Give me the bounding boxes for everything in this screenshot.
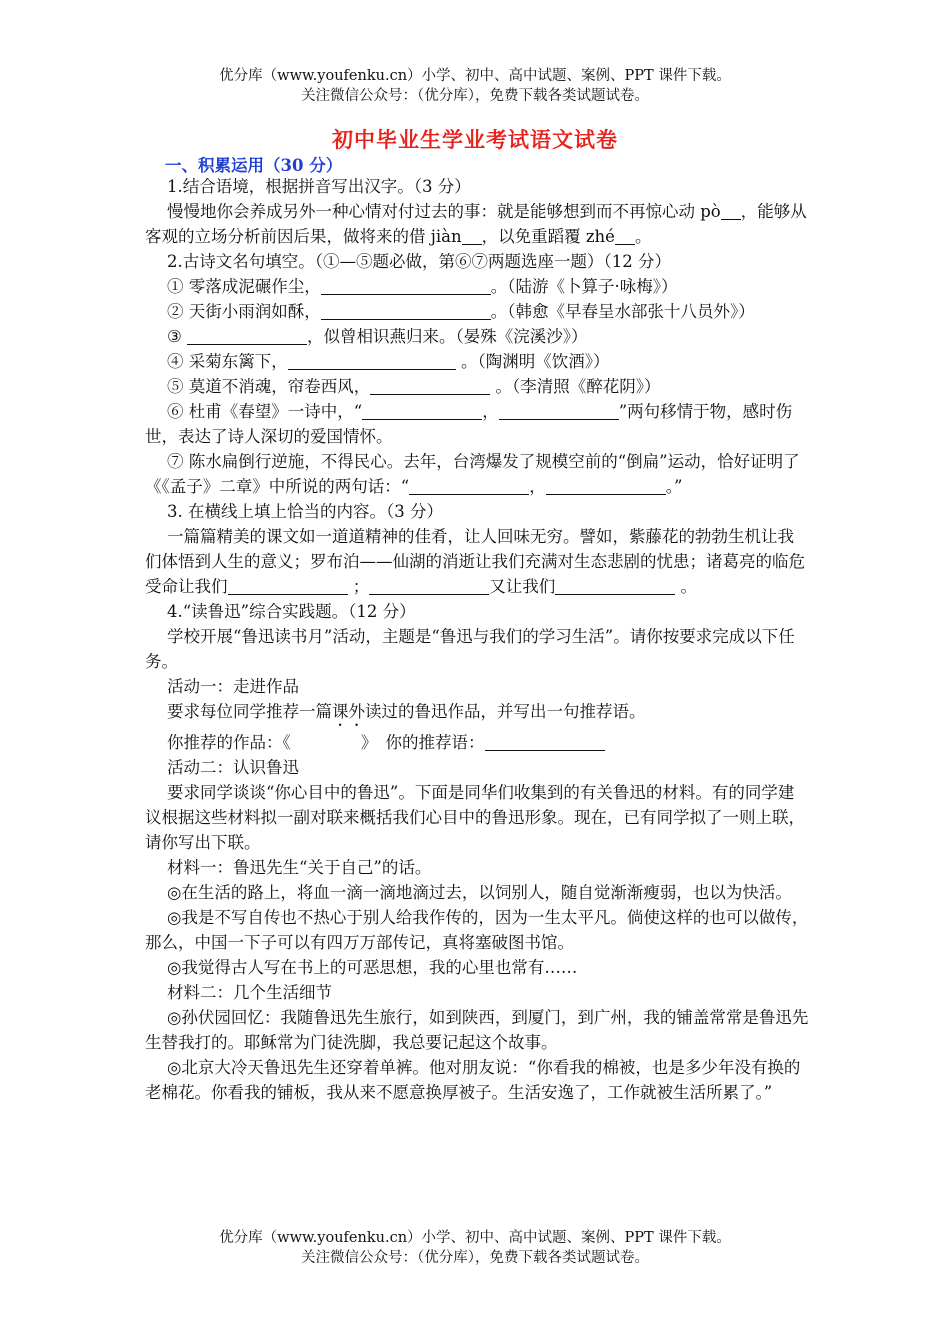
answer-blank[interactable] [462,228,482,245]
answer-blank[interactable] [555,578,675,595]
q2-line-7: ⑦ 陈水扁倒行逆施，不得民心。去年，台湾爆发了规模空前的“倒扁”运动，恰好证明了《《孟子》二章》中所说的两句话：“ ， 。” [145,452,800,496]
answer-blank[interactable] [321,278,491,295]
footer-line-2: 关注微信公众号：（优分库），免费下载各类试题试卷。 [301,1250,649,1266]
material-1-item: ◎我是不写自传也不热心于别人给我作传的，因为一生太平凡。倘使这样的也可以做传，那么，中国一下子可以有四万万部传记，真将塞破图书馆。 [145,908,809,952]
material-1-item: ◎在生活的路上，将血一滴一滴地滴过去，以饲别人，随自觉渐渐瘦弱，也以为快活。 [167,883,792,902]
answer-blank[interactable] [370,378,490,395]
header-line-2: 关注微信公众号：（优分库），免费下载各类试题试卷。 [301,88,649,104]
material-2-title: 材料二：几个生活细节 [167,983,332,1002]
answer-blank[interactable] [615,228,635,245]
q2-line-3: ③ ，似曾相识燕归来。（晏殊《浣溪沙》） [167,327,588,346]
exam-content [145,174,810,1105]
activity-1-fill: 你推荐的作品：《 》 你的推荐语： [145,730,810,755]
page-title: 初中毕业生学业考试语文试卷 [332,127,618,152]
q2-line-5: ⑤ 莫道不消魂，帘卷西风， 。（李清照《醉花阴》） [167,377,661,396]
answer-blank[interactable] [187,328,307,345]
activity-1-title: 活动一：走进作品 [167,677,299,696]
page-footer [0,1228,950,1268]
q2-line-6: ⑥ 杜甫《春望》一诗中，“ ， ”两句移情于物，感时伤世，表达了诗人深切的爱国情怀。 [145,402,793,446]
q1-heading: 1.结合语境，根据拼音写出汉字。（3 分） [167,177,471,196]
answer-blank[interactable] [321,303,491,320]
answer-blank[interactable] [228,578,348,595]
material-1-item: ◎我觉得古人写在书上的可恶思想，我的心里也常有…… [167,958,578,977]
answer-blank[interactable] [288,353,456,370]
q2-heading: 2.古诗文名句填空。（①—⑤题必做，第⑥⑦两题选座一题）（12 分） [167,252,671,271]
material-2-item: ◎北京大冷天鲁迅先生还穿着单裤。他对朋友说：“你看我的棉被，也是多少年没有换的老棉花。你看我的铺板，我从来不愿意换厚被子。生活安逸了，工作就被生活所累了。” [145,1058,801,1102]
activity-1-requirement: 要求每位同学推荐一篇课外读过的鲁迅作品，并写出一句推荐语。 [167,702,646,721]
answer-blank[interactable] [721,203,741,220]
section-heading: 一、积累运用（30 分） [165,156,343,175]
q2-line-4: ④ 采菊东篱下， 。（陶渊明《饮酒》） [167,352,610,371]
q2-line-2: ② 天街小雨润如酥， 。（韩愈《早春呈水部张十八员外》） [167,302,755,321]
header-line-1: 优分库（www.youfenku.cn）小学、初中、高中试题、案例、PPT 课件下载。 [219,68,731,84]
answer-blank[interactable] [409,478,529,495]
answer-blank[interactable] [546,478,666,495]
q1-text: 慢慢地你会养成另外一种心情对付过去的事：就是能够想到而不再惊心动 pò ，能够从客观的立场分析前因后果，做将来的借 jiàn ，以免重蹈覆 zhé 。 [145,202,807,246]
answer-blank[interactable] [499,403,619,420]
material-2-item: ◎孙伏园回忆：我随鲁迅先生旅行，如到陕西，到厦门，到广州，我的铺盖常常是鲁迅先生替我打的。耶稣常为门徒洗脚，我总要记起这个故事。 [145,1008,809,1052]
q3-heading: 3. 在横线上填上恰当的内容。（3 分） [167,502,443,521]
footer-line-1: 优分库（www.youfenku.cn）小学、初中、高中试题、案例、PPT 课件下载。 [219,1230,731,1246]
answer-blank[interactable] [485,734,605,751]
activity-2-title: 活动二：认识鲁迅 [167,758,299,777]
page-header [0,66,950,106]
material-1-title: 材料一：鲁迅先生“关于自己”的话。 [167,858,432,877]
q2-line-1: ① 零落成泥碾作尘， 。（陆游《卜算子·咏梅》） [167,277,678,296]
answer-blank[interactable] [369,578,489,595]
answer-blank[interactable] [362,403,482,420]
q4-heading: 4.“读鲁迅”综合实践题。（12 分） [167,602,416,621]
activity-2-requirement: 要求同学谈谈“你心目中的鲁迅”。下面是同华们收集到的有关鲁迅的材料。有的同学建议根据这些材料拟一副对联来概括我们心目中的鲁迅形象。现在，已有同学拟了一则上联，请你写出下联。 [145,783,805,852]
q3-text: 一篇篇精美的课文如一道道精神的佳肴，让人回味无穷。譬如，紫藤花的勃勃生机让我们体悟到人生的意义；罗布泊——仙湖的消逝让我们充满对生态悲剧的忧患；诸葛亮的临危受命让我们 ； 又让我们 。 [145,527,805,596]
q4-intro: 学校开展“鲁迅读书月”活动，主题是“鲁迅与我们的学习生活”。请你按要求完成以下任务。 [145,627,795,671]
